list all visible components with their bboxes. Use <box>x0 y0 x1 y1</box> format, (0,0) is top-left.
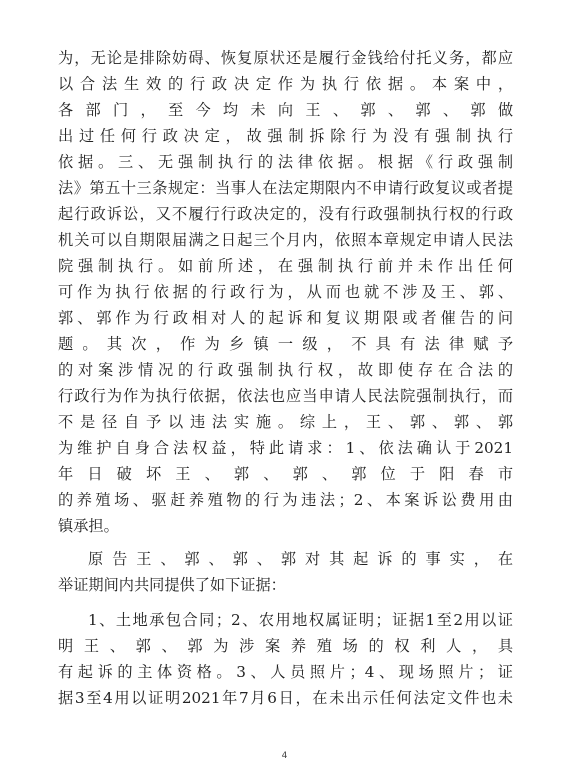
text-line: 举证期间内共同提供了如下证据： <box>58 576 286 594</box>
text-line: 题。其次，作为乡镇一级，不具有法律赋予 <box>58 335 513 353</box>
text-line: 以合法生效的行政决定作为执行依据。本案中， <box>58 75 513 93</box>
text-line: 有起诉的主体资格。3、人员照片；4、现场照片；证 <box>58 663 513 681</box>
text-line: 不是径自予以违法实施。综上，王、郭、郭、郭 <box>58 413 513 431</box>
text-line: 机关可以自期限届满之日起三个月内，依照本章规定申请人民法 <box>58 231 513 249</box>
text-line: 原告王、郭、郭、郭对其起诉的事实，在 <box>88 550 513 568</box>
text-line: 年日破坏王、郭、郭、郭位于阳春市 <box>58 465 513 483</box>
page-number: 4 <box>281 751 288 761</box>
text-line: 的养殖场、驱赶养殖物的行为违法；2、本案诉讼费用由 <box>58 491 513 509</box>
text-line: 各部门，至今均未向王、郭、郭、郭做 <box>58 101 513 119</box>
text-line: 出过任何行政决定，故强制拆除行为没有强制执行 <box>58 127 513 145</box>
text-line: 镇承担。 <box>58 517 119 535</box>
text-line: 法》第五十三条规定：当事人在法定期限内不申请行政复议或者提 <box>58 179 513 197</box>
text-line: 为维护自身合法权益，特此请求：1、依法确认于2021 <box>58 439 513 457</box>
text-line: 院强制执行。如前所述，在强制执行前并未作出任何 <box>58 257 513 275</box>
text-line: 可作为执行依据的行政行为，从而也就不涉及王、郭、 <box>58 283 513 301</box>
text-line: 1、土地承包合同；2、农用地权属证明；证据1至2用以证 <box>88 611 513 629</box>
text-line: 据3至4用以证明2021年7月6日，在未出示任何法定文件也未 <box>58 689 513 707</box>
text-line: 郭、郭作为行政相对人的起诉和复议期限或者催告的问 <box>58 309 513 327</box>
text-line: 明王、郭、郭为涉案养殖场的权利人，具 <box>58 637 513 655</box>
text-line: 为，无论是排除妨碍、恢复原状还是履行金钱给付托义务，都应 <box>58 49 513 67</box>
text-line: 的对案涉情况的行政强制执行权，故即使存在合法的 <box>58 361 513 379</box>
text-line: 起行政诉讼，又不履行行政决定的，没有行政强制执行权的行政 <box>58 205 513 223</box>
text-line: 行政行为作为执行依据，依法也应当申请人民法院强制执行，而 <box>58 387 513 405</box>
text-line: 依据。三、无强制执行的法律依据。根据《行政强制 <box>58 153 513 171</box>
